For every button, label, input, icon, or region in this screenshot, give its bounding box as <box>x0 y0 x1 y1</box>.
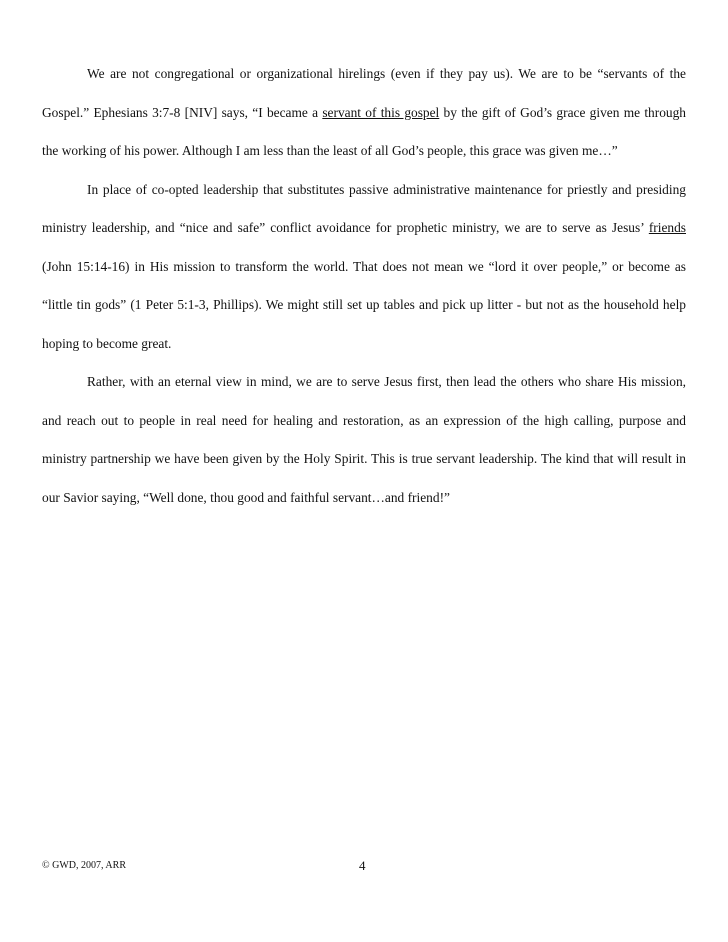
paragraph-1-text: We are not congregational or organizational hirelings (even if they pay us). We are to be “servants of the Gospel.” Ephesians 3:7-8 [NIV] says, “I became a <box>42 66 686 120</box>
body-text <box>42 55 686 517</box>
paragraph-2-text-continued: (John 15:14-16) in His mission to transform the world. That does not mean we “lord it over people,” or become as “little tin gods” (1 Peter 5:1-3, Phillips). We might still set up tables and pick up litter - but not as the household help hoping to become great. <box>42 258 686 351</box>
paragraph-2-text: In place of co-opted leadership that substitutes passive administrative maintenance for priestly and presiding ministry leadership, and “nice and safe” conflict avoidance for prophetic ministry, we are to serve as Jesus’ <box>42 181 686 235</box>
underlined-phrase-servant-of-this-gospel: servant of this gospel <box>322 104 440 120</box>
underlined-word-friends: friends <box>648 220 686 235</box>
paragraph-2 <box>42 171 686 364</box>
paragraph-1 <box>42 55 686 171</box>
paragraph-3 <box>42 363 686 517</box>
paragraph-3-text: Rather, with an eternal view in mind, we are to serve Jesus first, then lead the others who share His mission, and reach out to people in real need for healing and restoration, as an expression of the high calling, purpose and ministry partnership we have been given by the Holy Spirit. This is true servant leadership. The kind that will result in our Savior saying, “Well done, thou good and faithful servant…and friend!” <box>42 374 686 505</box>
paragraph-1-text-continued: by the gift of God’s grace given me through the working of his power. Although I am less than the least of all God’s people, this grace was given me…” <box>42 104 686 158</box>
page-number: 4 <box>359 858 366 873</box>
footer-copyright: © GWD, 2007, ARR <box>42 860 126 871</box>
